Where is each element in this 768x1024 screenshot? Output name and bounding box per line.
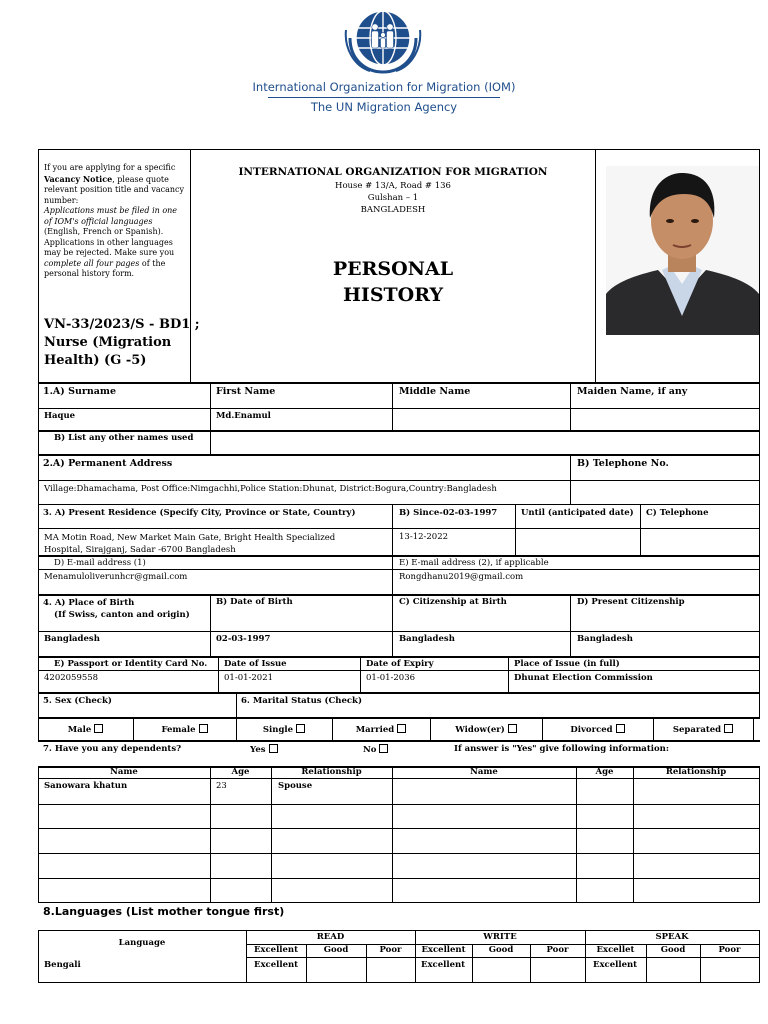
dependent-age-value[interactable]: 23 — [216, 781, 227, 791]
citizenship-birth-label: C) Citizenship at Birth — [399, 597, 507, 607]
email2-value[interactable]: Rongdhanu2019@gmail.com — [399, 572, 524, 582]
speak-good-header: Good — [660, 945, 686, 955]
dependent-relationship-value[interactable]: Spouse — [278, 781, 313, 791]
marital-status-label: 6. Marital Status (Check) — [241, 696, 362, 706]
issue-place-value[interactable]: Dhunat Election Commission — [514, 673, 653, 683]
applicant-portrait-icon — [606, 166, 759, 335]
write-header: WRITE — [483, 932, 517, 942]
dep-col-name-2: Name — [470, 767, 498, 777]
married-checkbox[interactable]: Married — [332, 724, 430, 736]
maiden-name-label: Maiden Name, if any — [577, 386, 688, 397]
dep-col-age-2: Age — [595, 767, 614, 777]
present-citizenship-value[interactable]: Bangladesh — [577, 634, 633, 644]
dob-label: B) Date of Birth — [216, 597, 293, 607]
vacancy-number: VN-33/2023/S - BD1 ; Nurse (Migration Health) (G -5) — [44, 317, 200, 368]
expiry-date-label: Date of Expiry — [366, 659, 434, 669]
male-checkbox[interactable]: Male — [38, 724, 133, 736]
org-address-1: House # 13/A, Road # 136 — [335, 181, 451, 191]
other-names-label: B) List any other names used — [54, 433, 194, 443]
sex-label: 5. Sex (Check) — [43, 696, 112, 706]
write-good-header: Good — [488, 945, 514, 955]
language-header: Language — [118, 938, 166, 948]
dependent-name-value[interactable]: Sanowara khatun — [44, 781, 128, 791]
telephone-label: B) Telephone No. — [577, 458, 669, 469]
dependents-yes-checkbox[interactable]: Yes — [250, 744, 278, 756]
email2-label: E) E-mail address (2), if applicable — [399, 558, 549, 568]
passport-value[interactable]: 4202059558 — [44, 673, 99, 683]
read-header: READ — [316, 932, 345, 942]
dep-col-name-1: Name — [110, 767, 138, 777]
email1-label: D) E-mail address (1) — [54, 558, 146, 568]
speak-level-value[interactable]: Excellent — [593, 960, 638, 970]
speak-header: SPEAK — [655, 932, 689, 942]
iom-globe-logo-icon — [344, 8, 422, 74]
first-name-label: First Name — [216, 386, 276, 397]
single-checkbox[interactable]: Single — [236, 724, 332, 736]
speak-poor-header: Poor — [718, 945, 741, 955]
form-title: PERSONAL HISTORY — [332, 258, 454, 306]
dep-col-relationship-1: Relationship — [301, 767, 362, 777]
read-good-header: Good — [323, 945, 349, 955]
write-excellent-header: Excellent — [421, 945, 466, 955]
dependents-no-checkbox[interactable]: No — [363, 744, 388, 756]
dob-value[interactable]: 02-03-1997 — [216, 634, 271, 644]
logo-org-name: International Organization for Migration (IOM) — [252, 80, 516, 94]
middle-name-label: Middle Name — [399, 386, 471, 397]
read-level-value[interactable]: Excellent — [254, 960, 299, 970]
birth-place-value[interactable]: Bangladesh — [44, 634, 100, 644]
since-value[interactable]: 13-12-2022 — [399, 532, 449, 542]
read-excellent-header: Excellent — [253, 945, 299, 955]
email1-value[interactable]: Menamuloliverunhcr@gmail.com — [44, 572, 188, 582]
org-address-2: Gulshan – 1 — [367, 193, 419, 203]
present-telephone-label: C) Telephone — [646, 508, 709, 518]
divorced-checkbox[interactable]: Divorced — [542, 724, 653, 736]
languages-title: 8.Languages (List mother tongue first) — [43, 905, 285, 918]
passport-label: E) Passport or Identity Card No. — [54, 659, 208, 669]
female-checkbox[interactable]: Female — [133, 724, 236, 736]
dependents-label: 7. Have you any dependents? — [43, 744, 182, 754]
org-address-3: BANGLADESH — [360, 205, 426, 215]
permanent-address-value[interactable]: Village:Dhamachama, Post Office:Nimgachhi,Police Station:Dhunat, District:Bogura,Country:Bangladesh — [44, 484, 497, 494]
widower-checkbox[interactable]: Widow(er) — [430, 724, 542, 736]
dep-col-age-1: Age — [231, 767, 250, 777]
org-title: INTERNATIONAL ORGANIZATION FOR MIGRATION — [238, 166, 548, 178]
present-address-value[interactable]: MA Motin Road, New Market Main Gate, Bright Health Specialized Hospital, Sirajganj, Sadar -6700 Bangladesh — [44, 533, 336, 555]
citizenship-birth-value[interactable]: Bangladesh — [399, 634, 455, 644]
logo-divider — [268, 97, 500, 98]
present-citizenship-label: D) Present Citizenship — [577, 597, 685, 607]
first-name-value[interactable]: Md.Enamul — [216, 411, 271, 421]
language-value[interactable]: Bengali — [44, 960, 81, 970]
issue-date-value[interactable]: 01-01-2021 — [224, 673, 274, 683]
logo-agency-name: The UN Migration Agency — [310, 100, 458, 114]
permanent-address-label: 2.A) Permanent Address — [43, 458, 173, 469]
speak-excellent-header: Excellet — [596, 945, 635, 955]
birth-place-label: 4. A) Place of Birth (If Swiss, canton and origin) — [43, 598, 190, 620]
dep-col-relationship-2: Relationship — [665, 767, 727, 777]
issue-date-label: Date of Issue — [224, 659, 287, 669]
present-residence-label: 3. A) Present Residence (Specify City, Province or State, Country) — [43, 508, 356, 518]
applicant-photo — [606, 166, 759, 335]
until-label: Until (anticipated date) — [521, 508, 634, 518]
write-poor-header: Poor — [546, 945, 569, 955]
expiry-date-value[interactable]: 01-01-2036 — [366, 673, 416, 683]
write-level-value[interactable]: Excellent — [421, 960, 466, 970]
surname-value[interactable]: Haque — [44, 411, 76, 421]
read-poor-header: Poor — [379, 945, 402, 955]
dependents-instruction: If answer is "Yes" give following information: — [454, 744, 669, 754]
iom-logo-area — [0, 0, 768, 130]
surname-label: 1.A) Surname — [43, 386, 117, 397]
issue-place-label: Place of Issue (in full) — [514, 659, 620, 669]
since-label: B) Since-02-03-1997 — [399, 508, 498, 518]
instructions-text: If you are applying for a specific Vacancy Notice, please quote relevant position title and vacancy number: Applications must be filed in one of IOM's official languages (English, French or Spanish). Applications in other languages may be rejected. Make sure you complete all four pages of the personal history form. — [44, 163, 185, 278]
separated-checkbox[interactable]: Separated — [653, 724, 753, 736]
